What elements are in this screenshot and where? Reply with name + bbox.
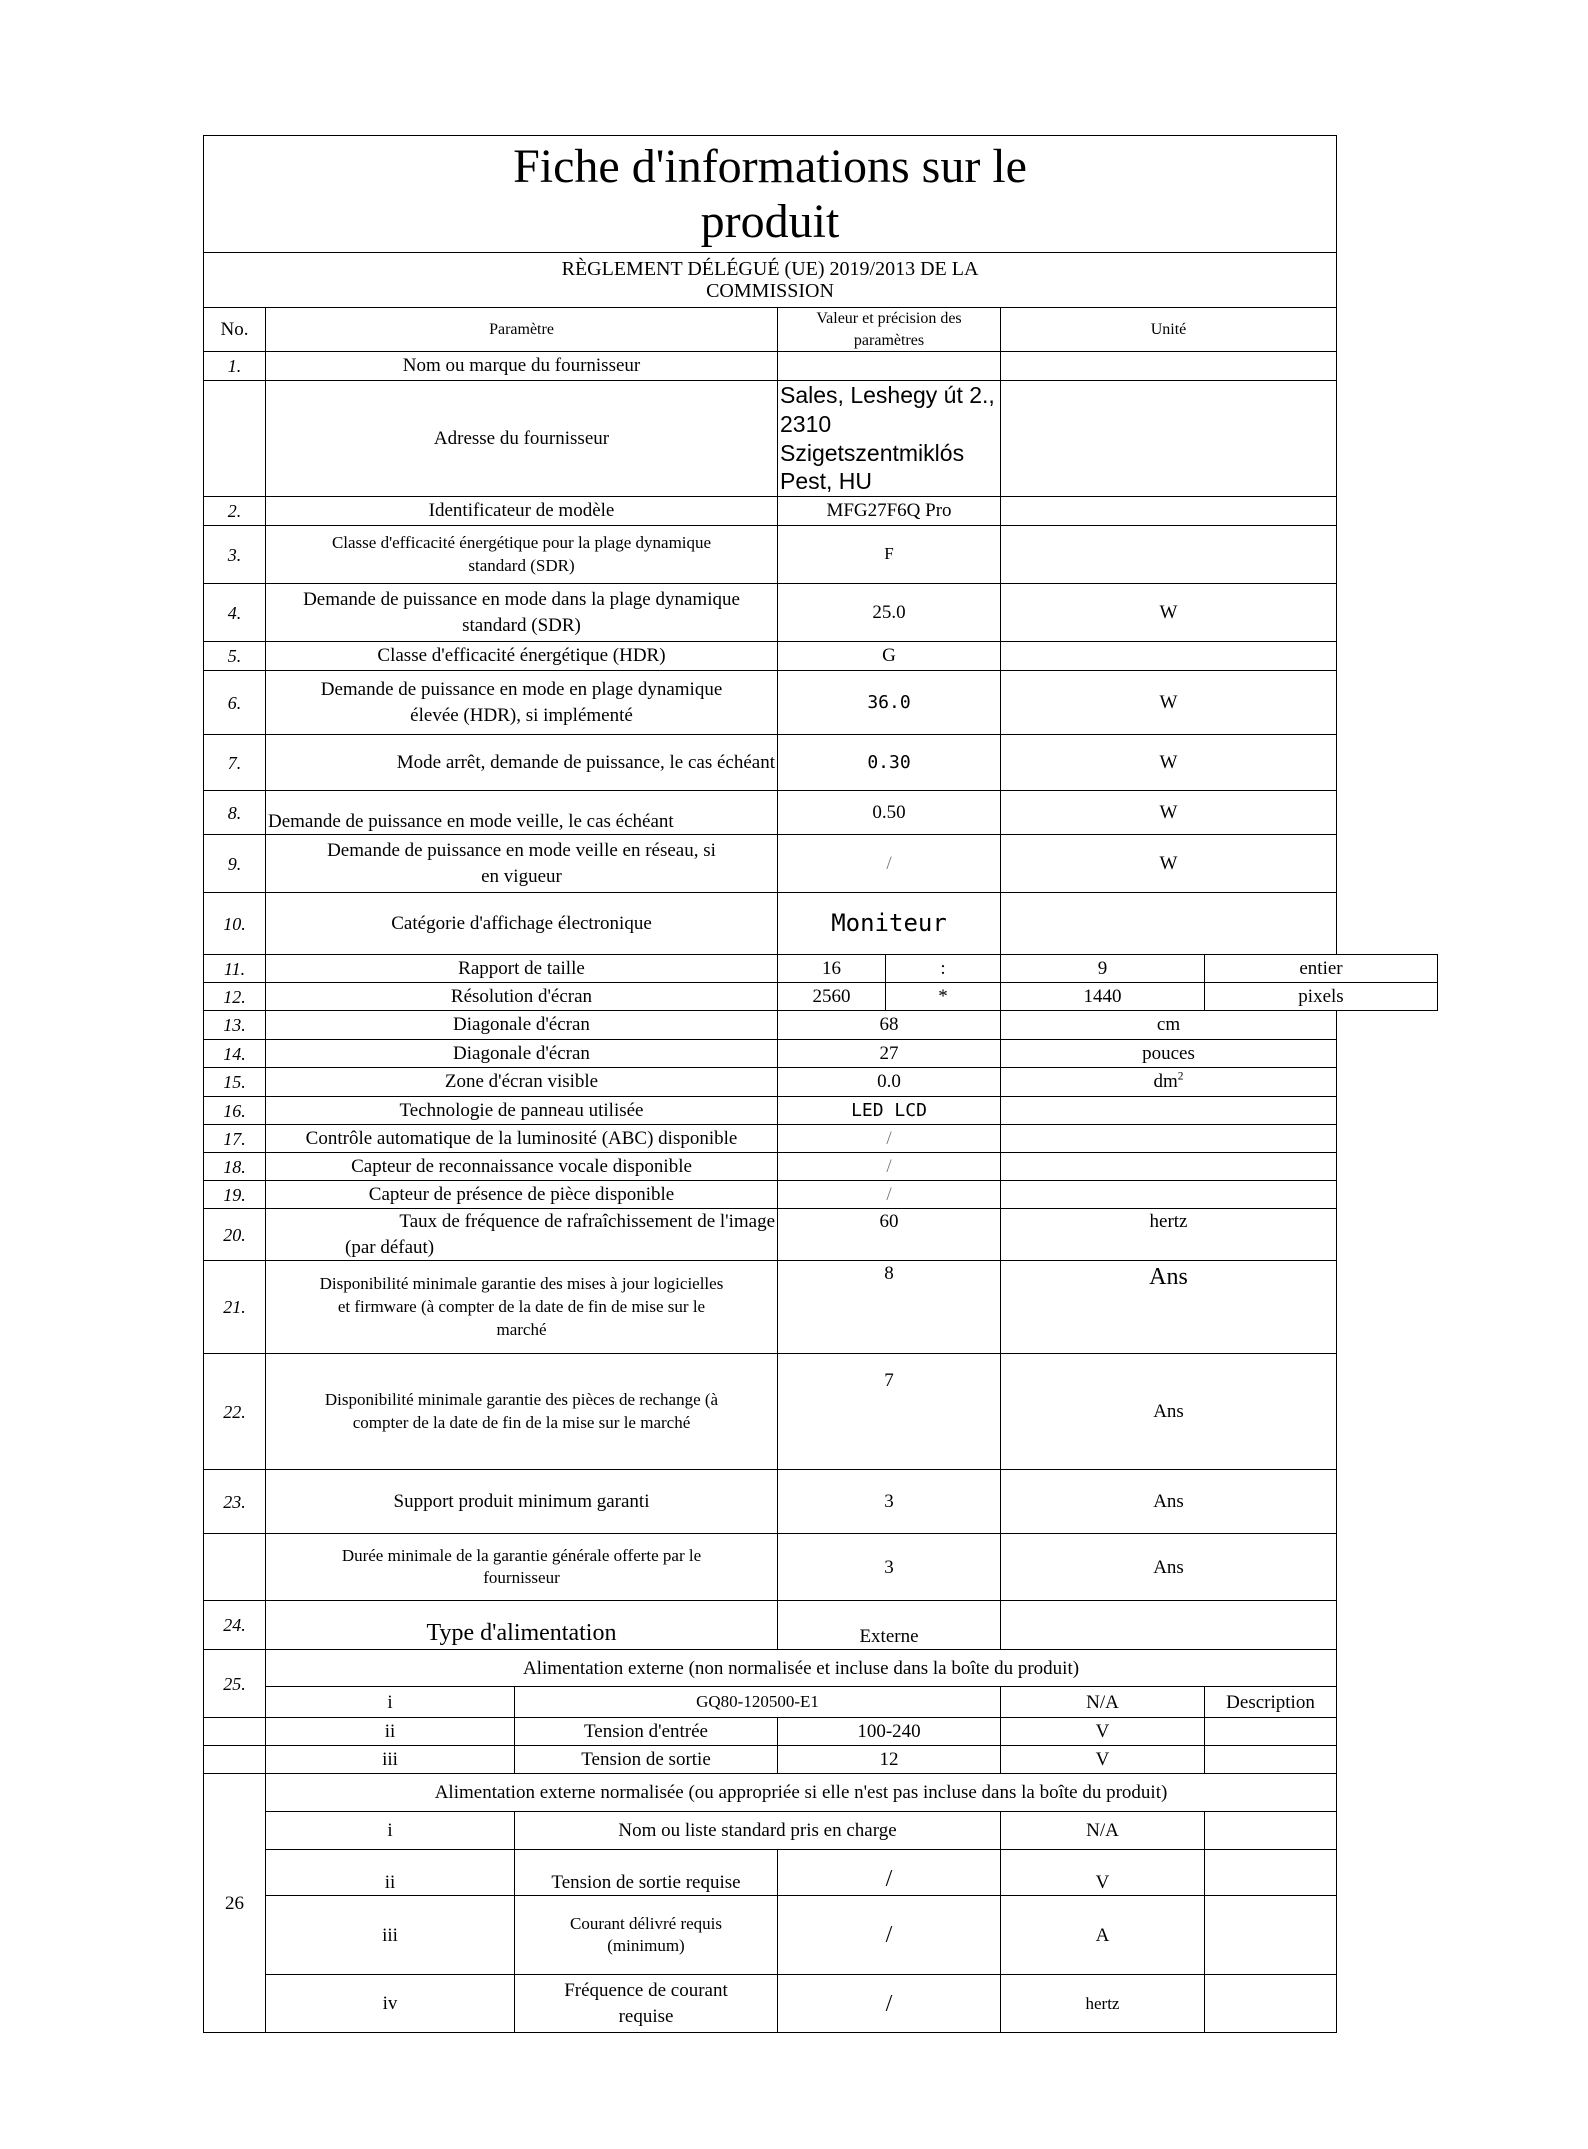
table-row [204, 1040, 1438, 1068]
row-number: 25. [204, 1650, 266, 1718]
unit-cell: V [1001, 1718, 1205, 1746]
param-standard-name: Nom ou liste standard pris en charge [515, 1812, 1001, 1850]
unit-cell [1001, 497, 1337, 526]
roman-index: iii [266, 1896, 515, 1975]
param-off-mode-power: Mode arrêt, demande de puissance, le cas échéant [266, 735, 778, 791]
unit-cell: W [1001, 584, 1337, 642]
param-line: requise [618, 2005, 674, 2027]
value-guarantee: 3 [778, 1534, 1001, 1601]
description-cell: Description [1205, 1687, 1337, 1718]
unit-cell [1001, 352, 1337, 381]
row-number: 20. [204, 1209, 266, 1261]
row-number: 22. [204, 1354, 266, 1470]
row-number: 23. [204, 1470, 266, 1534]
param-line: élevée (HDR), si implémenté [410, 704, 633, 726]
unit-cell: V [1001, 1850, 1205, 1896]
unit-cell: hertz [1001, 1975, 1205, 2033]
param-input-voltage: Tension d'entrée [515, 1718, 778, 1746]
table-row [204, 381, 1438, 497]
param-refresh-rate [266, 1209, 778, 1261]
table-row [204, 1746, 1438, 1774]
unit-cell [1001, 893, 1337, 955]
table-row [204, 526, 1438, 584]
param-line: Disponibilité minimale garantie des pièces de rechange (à [324, 1390, 719, 1410]
regulation-line-2: COMMISSION [706, 280, 834, 302]
param-line: standard (SDR) [468, 555, 575, 575]
param-line: en vigueur [481, 865, 562, 887]
param-hdr-class: Classe d'efficacité énergétique (HDR) [266, 642, 778, 671]
table-row [204, 1812, 1438, 1850]
param-line: Demande de puissance en mode dans la plage dynamique [303, 589, 740, 611]
param-display-category: Catégorie d'affichage électronique [266, 893, 778, 955]
unit-cell: N/A [1001, 1812, 1205, 1850]
unit-cell [1001, 1068, 1337, 1097]
table-row [204, 1534, 1438, 1601]
value-model-id: MFG27F6Q Pro [778, 497, 1001, 526]
table-row [204, 1068, 1438, 1097]
row-number: 21. [204, 1261, 266, 1354]
param-output-voltage: Tension de sortie [515, 1746, 778, 1774]
param-line: Taux de fréquence de rafraîchissement de l'image [399, 1211, 775, 1233]
param-supplier-address: Adresse du fournisseur [266, 381, 778, 497]
param-required-output-voltage: Tension de sortie requise [515, 1850, 778, 1896]
param-line: Fréquence de courant [564, 1980, 728, 2002]
value-voice-sensor: / [778, 1153, 1001, 1181]
param-aspect-ratio: Rapport de taille [266, 955, 778, 983]
row-number: 15. [204, 1068, 266, 1097]
product-information-sheet [203, 135, 1438, 2033]
table-row [204, 983, 1438, 1011]
unit-cell: A [1001, 1896, 1205, 1975]
value-required-frequency: / [778, 1975, 1001, 2033]
row-number: 2. [204, 497, 266, 526]
row-number: 9. [204, 835, 266, 893]
unit-cell: hertz [1001, 1209, 1337, 1261]
param-line: compter de la date de fin de la mise sur le marché [352, 1412, 691, 1432]
param-line: Durée minimale de la garantie générale offerte par le [341, 1545, 702, 1565]
unit-cell: W [1001, 735, 1337, 791]
table-row [204, 1125, 1438, 1153]
row-number-empty [204, 1718, 266, 1746]
roman-index: i [266, 1812, 515, 1850]
value-supplier-name [778, 352, 1001, 381]
param-resolution: Résolution d'écran [266, 983, 778, 1011]
unit-cell [1001, 1601, 1337, 1650]
address-line-2: Szigetszentmiklós Pest, HU [780, 439, 965, 495]
table-row [204, 1601, 1438, 1650]
value-aspect-separator: : [886, 955, 1001, 983]
value-networked-standby: / [778, 835, 1001, 893]
row-number: 6. [204, 671, 266, 735]
unit-cell [1001, 642, 1337, 671]
unit-cell [1001, 526, 1337, 584]
table-row [204, 1011, 1438, 1040]
param-networked-standby [266, 835, 778, 893]
table-row [204, 1774, 1438, 1812]
header-value: Valeur et précision des paramètres [778, 308, 1001, 352]
row-number: 18. [204, 1153, 266, 1181]
sheet-title [204, 136, 1337, 253]
unit-cell [1001, 381, 1337, 497]
row-number: 12. [204, 983, 266, 1011]
row-number-empty [204, 381, 266, 497]
value-supplier-address [778, 381, 1001, 497]
row-number: 4. [204, 584, 266, 642]
param-standby-power: Demande de puissance en mode veille, le cas échéant [266, 791, 778, 835]
unit-cell: Ans [1001, 1261, 1337, 1354]
value-sdr-class: F [778, 526, 1001, 584]
standard-psu-heading: Alimentation externe normalisée (ou appropriée si elle n'est pas incluse dans la boîte du produit) [266, 1774, 1337, 1812]
unit-cell: W [1001, 835, 1337, 893]
param-abc: Contrôle automatique de la luminosité (ABC) disponible [266, 1125, 778, 1153]
header-unit: Unité [1001, 308, 1337, 352]
param-line: Classe d'efficacité énergétique pour la plage dynamique [331, 532, 712, 552]
param-line: fournisseur [483, 1568, 560, 1588]
param-guarantee [266, 1534, 778, 1601]
unit-cell: Ans [1001, 1534, 1337, 1601]
empty-cell [1205, 1975, 1337, 2033]
value-diagonal-cm: 68 [778, 1011, 1001, 1040]
param-required-current [515, 1896, 778, 1975]
param-required-frequency [515, 1975, 778, 2033]
regulation-line-1: RÈGLEMENT DÉLÉGUÉ (UE) 2019/2013 DE LA [561, 258, 979, 280]
param-sdr-power [266, 584, 778, 642]
table-row [204, 1354, 1438, 1470]
table-row [204, 1181, 1438, 1209]
param-software-updates [266, 1261, 778, 1354]
unit-cell [1001, 1097, 1337, 1125]
unit-cell: entier [1205, 955, 1438, 983]
header-parameter: Paramètre [266, 308, 778, 352]
table-row [204, 1850, 1438, 1896]
row-number: 14. [204, 1040, 266, 1068]
table-row [204, 352, 1438, 381]
table-row [204, 835, 1438, 893]
empty-cell [1205, 1812, 1337, 1850]
unit-cell [1001, 1153, 1337, 1181]
table-row [204, 791, 1438, 835]
param-line: Disponibilité minimale garantie des mises à jour logicielles [319, 1274, 724, 1294]
table-row [204, 1687, 1438, 1718]
value-software-updates: 8 [778, 1261, 1001, 1354]
value-aspect-height: 9 [1001, 955, 1205, 983]
empty-cell [1205, 1896, 1337, 1975]
table-row [204, 1470, 1438, 1534]
param-product-support: Support produit minimum garanti [266, 1470, 778, 1534]
row-number: 11. [204, 955, 266, 983]
unit-cell: pixels [1205, 983, 1438, 1011]
value-refresh-rate: 60 [778, 1209, 1001, 1261]
table-row [204, 497, 1438, 526]
value-spare-parts: 7 [778, 1354, 1001, 1470]
value-output-voltage: 12 [778, 1746, 1001, 1774]
param-diagonal-cm: Diagonale d'écran [266, 1011, 778, 1040]
value-off-mode-power: 0.30 [778, 735, 1001, 791]
value-aspect-width: 16 [778, 955, 886, 983]
unit-cell: V [1001, 1746, 1205, 1774]
value-standby-power: 0.50 [778, 791, 1001, 835]
external-psu-heading: Alimentation externe (non normalisée et incluse dans la boîte du produit) [266, 1650, 1337, 1687]
row-number: 7. [204, 735, 266, 791]
roman-index: iv [266, 1975, 515, 2033]
value-display-category: Moniteur [778, 893, 1001, 955]
value-resolution-separator: * [886, 983, 1001, 1011]
empty-cell [1205, 1746, 1337, 1774]
row-number: 5. [204, 642, 266, 671]
table-row [204, 955, 1438, 983]
param-line: Demande de puissance en mode en plage dynamique [320, 679, 723, 701]
empty-cell [1205, 1850, 1337, 1896]
row-number: 19. [204, 1181, 266, 1209]
row-number-empty [204, 1534, 266, 1601]
param-line: et firmware (à compter de la date de fin de mise sur le [337, 1297, 706, 1316]
row-number: 1. [204, 352, 266, 381]
unit-cell: W [1001, 671, 1337, 735]
value-resolution-width: 2560 [778, 983, 886, 1011]
param-power-supply-type: Type d'alimentation [266, 1601, 778, 1650]
roman-index: ii [266, 1850, 515, 1896]
table-row [204, 1718, 1438, 1746]
roman-index: iii [266, 1746, 515, 1774]
value-abc: / [778, 1125, 1001, 1153]
unit-cell [1001, 1181, 1337, 1209]
param-supplier-name: Nom ou marque du fournisseur [266, 352, 778, 381]
row-number: 26 [204, 1774, 266, 2033]
unit-cell: cm [1001, 1011, 1337, 1040]
table-row [204, 1896, 1438, 1975]
value-hdr-class: G [778, 642, 1001, 671]
param-line: standard (SDR) [462, 614, 581, 636]
param-voice-sensor: Capteur de reconnaissance vocale disponible [266, 1153, 778, 1181]
param-diagonal-inch: Diagonale d'écran [266, 1040, 778, 1068]
value-psu-model: GQ80-120500-E1 [515, 1687, 1001, 1718]
row-number: 16. [204, 1097, 266, 1125]
table-row [204, 1209, 1438, 1261]
table-row [204, 1097, 1438, 1125]
title-line-2: produit [700, 195, 840, 248]
value-presence-sensor: / [778, 1181, 1001, 1209]
unit-dm: dm [1153, 1071, 1178, 1093]
value-required-output-voltage: / [778, 1850, 1001, 1896]
row-number: 13. [204, 1011, 266, 1040]
row-number: 17. [204, 1125, 266, 1153]
title-line-1: Fiche d'informations sur le [513, 139, 1027, 193]
param-model-id: Identificateur de modèle [266, 497, 778, 526]
header-no: No. [204, 308, 266, 352]
table-row [204, 1261, 1438, 1354]
row-number: 8. [204, 791, 266, 835]
regulation-heading [204, 253, 1337, 308]
value-required-current: / [778, 1896, 1001, 1975]
value-visible-area: 0.0 [778, 1068, 1001, 1097]
row-number-empty [204, 1746, 266, 1774]
value-power-supply-type: Externe [778, 1601, 1001, 1650]
table-row [204, 642, 1438, 671]
unit-superscript: 2 [1177, 1071, 1184, 1084]
param-visible-area: Zone d'écran visible [266, 1068, 778, 1097]
param-hdr-power [266, 671, 778, 735]
param-presence-sensor: Capteur de présence de pièce disponible [266, 1181, 778, 1209]
value-input-voltage: 100-240 [778, 1718, 1001, 1746]
param-sdr-class [266, 526, 778, 584]
row-number: 24. [204, 1601, 266, 1650]
unit-cell: Ans [1001, 1470, 1337, 1534]
table-row [204, 671, 1438, 735]
table-row [204, 1975, 1438, 2033]
table-row [204, 893, 1438, 955]
table-row [204, 1650, 1438, 1687]
table-row [204, 1153, 1438, 1181]
value-hdr-power: 36.0 [778, 671, 1001, 735]
unit-cell: W [1001, 791, 1337, 835]
param-spare-parts [266, 1354, 778, 1470]
address-line-1: Sales, Leshegy út 2., 2310 [780, 382, 995, 437]
param-line: Courant délivré requis [569, 1913, 722, 1933]
roman-index: i [266, 1687, 515, 1718]
value-sdr-power: 25.0 [778, 584, 1001, 642]
param-panel-tech: Technologie de panneau utilisée [266, 1097, 778, 1125]
value-panel-tech: LED LCD [778, 1097, 1001, 1125]
row-number: 10. [204, 893, 266, 955]
param-line: (par défaut) [345, 1236, 435, 1258]
table-row [204, 735, 1438, 791]
row-number: 3. [204, 526, 266, 584]
param-line: (minimum) [607, 1936, 685, 1956]
value-diagonal-inch: 27 [778, 1040, 1001, 1068]
unit-cell: N/A [1001, 1687, 1205, 1718]
value-resolution-height: 1440 [1001, 983, 1205, 1011]
unit-cell: Ans [1001, 1354, 1337, 1470]
unit-cell [1001, 1125, 1337, 1153]
param-line: Demande de puissance en mode veille en réseau, si [327, 840, 716, 862]
table-row [204, 584, 1438, 642]
value-product-support: 3 [778, 1470, 1001, 1534]
empty-cell [1205, 1718, 1337, 1746]
param-line: marché [496, 1319, 547, 1339]
roman-index: ii [266, 1718, 515, 1746]
unit-cell: pouces [1001, 1040, 1337, 1068]
